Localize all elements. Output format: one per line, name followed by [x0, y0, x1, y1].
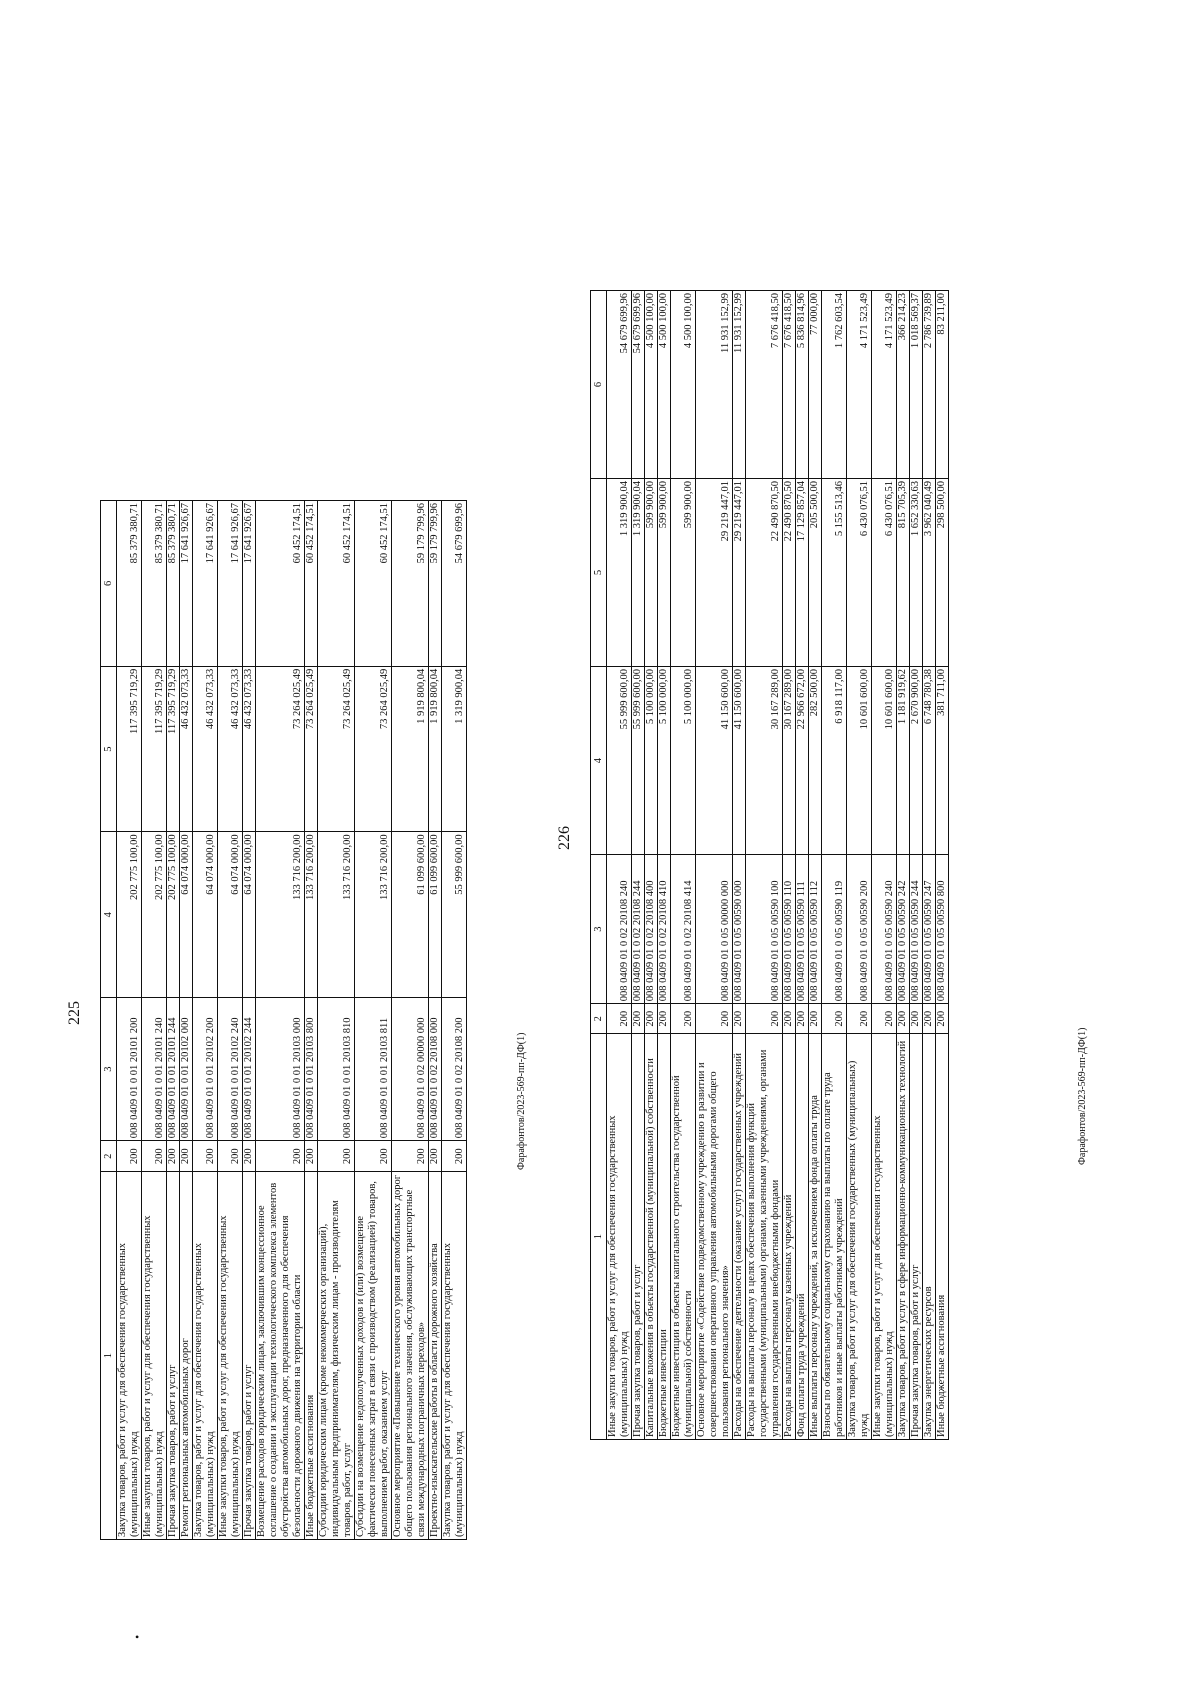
- row-code-col2: 200: [809, 1004, 822, 1034]
- row-budget-code: 008 0409 01 0 05 00590 247: [923, 855, 936, 1004]
- page-226: [556, 290, 1060, 1440]
- table-row: [671, 291, 696, 1440]
- table-row: [305, 501, 318, 1540]
- row-budget-code: 008 0409 01 0 05 00590 800: [936, 855, 949, 1004]
- row-value-col6: 54 679 699,96: [607, 291, 632, 479]
- budget-table: [100, 500, 467, 1540]
- row-value-col4: 61 099 600,00: [429, 832, 442, 998]
- table-row: [897, 291, 910, 1440]
- row-code-col2: 200: [318, 1141, 355, 1172]
- row-code-col2: 200: [872, 1004, 897, 1034]
- table-row: [256, 501, 305, 1540]
- row-description: Иные бюджетные ассигнования: [936, 1034, 949, 1440]
- row-value-col6: 85 379 380,71: [142, 501, 167, 667]
- row-code-col2: 200: [243, 1141, 256, 1172]
- row-description: Расходы на выплаты персоналу в целях обеспечения выполнения функций государственными (муниципальными) органами, казенными учреждениями, органами управления государственными внебюджетными фондами: [746, 1034, 783, 1440]
- row-description: Основное мероприятие «Содействие подведомственному учреждению в развитии и совершенствовании оперативного управления автомобильными дорогами общего пользования регионального значения»: [696, 1034, 733, 1440]
- row-value-col6: 4 171 523,49: [847, 291, 872, 479]
- row-code-col2: 200: [796, 1004, 809, 1034]
- row-value-col6: 83 211,00: [936, 291, 949, 479]
- row-value-col5: 22 490 870,50: [783, 479, 796, 667]
- row-budget-code: 008 0409 01 0 02 20108 244: [632, 855, 645, 1004]
- table-row: [809, 291, 822, 1440]
- table-row: [822, 291, 847, 1440]
- row-value-col4: 41 150 600,00: [733, 667, 746, 855]
- row-value-col5: 3 962 040,49: [923, 479, 936, 667]
- table-row: [696, 291, 733, 1440]
- row-code-col2: 200: [897, 1004, 910, 1034]
- row-budget-code: 008 0409 01 0 01 20103 000: [256, 998, 305, 1141]
- row-value-col4: 10 601 600,00: [872, 667, 897, 855]
- row-description: Субсидии на возмещение недополученных доходов и (или) возмещение фактически понесенных затрат в связи с производством (реализацией) товаров, выполнением работ, оказанием услуг: [355, 1172, 392, 1540]
- row-value-col6: 59 179 799,96: [429, 501, 442, 667]
- row-value-col6: 59 179 799,96: [392, 501, 429, 667]
- row-value-col5: 73 264 025,49: [256, 666, 305, 832]
- row-budget-code: 008 0409 01 0 05 00590 112: [809, 855, 822, 1004]
- table-row: [193, 501, 218, 1540]
- row-value-col5: 73 264 025,49: [355, 666, 392, 832]
- row-budget-code: 008 0409 01 0 01 20102 244: [243, 998, 256, 1141]
- header-row: [101, 501, 117, 1540]
- row-code-col2: 200: [671, 1004, 696, 1034]
- row-value-col4: 133 716 200,00: [305, 832, 318, 998]
- row-description: Взносы по обязательному социальному страхованию на выплаты по оплате труда работников и иные выплаты работникам учреждений: [822, 1034, 847, 1440]
- row-description: Закупка энергетических ресурсов: [923, 1034, 936, 1440]
- row-value-col6: 1 018 569,37: [910, 291, 923, 479]
- row-value-col5: 205 500,00: [809, 479, 822, 667]
- row-value-col5: 1 919 800,04: [392, 666, 429, 832]
- page-225: [66, 500, 500, 1540]
- row-value-col5: 117 395 719,29: [142, 666, 167, 832]
- row-code-col2: 200: [442, 1141, 467, 1172]
- table-row: [658, 291, 671, 1440]
- row-value-col5: 298 500,00: [936, 479, 949, 667]
- row-value-col4: 282 500,00: [809, 667, 822, 855]
- table-row: [142, 501, 167, 1540]
- row-value-col6: 11 931 152,99: [696, 291, 733, 479]
- row-value-col5: 815 705,39: [897, 479, 910, 667]
- row-description: Фонд оплаты труда учреждений: [796, 1034, 809, 1440]
- row-description: Прочая закупка товаров, работ и услуг: [167, 1172, 180, 1540]
- row-value-col6: 60 452 174,51: [305, 501, 318, 667]
- row-value-col6: 60 452 174,51: [355, 501, 392, 667]
- row-budget-code: 008 0409 01 0 05 00590 110: [783, 855, 796, 1004]
- row-value-col6: 54 679 699,96: [632, 291, 645, 479]
- row-value-col4: 202 775 100,00: [117, 832, 142, 998]
- row-budget-code: 008 0409 01 0 05 00590 242: [897, 855, 910, 1004]
- row-value-col4: 133 716 200,00: [256, 832, 305, 998]
- row-description: Проектно-изыскательские работы в области дорожного хозяйства: [429, 1172, 442, 1540]
- row-value-col4: 55 999 600,00: [442, 832, 467, 998]
- table-row: [442, 501, 467, 1540]
- row-budget-code: 008 0409 01 0 01 20103 811: [355, 998, 392, 1141]
- row-budget-code: 008 0409 01 0 01 20102 000: [180, 998, 193, 1141]
- row-value-col6: 2 786 739,89: [923, 291, 936, 479]
- row-value-col6: 17 641 926,67: [218, 501, 243, 667]
- row-value-col5: 5 155 513,46: [822, 479, 847, 667]
- table-row: [923, 291, 936, 1440]
- row-budget-code: 008 0409 01 0 02 20108 410: [658, 855, 671, 1004]
- row-value-col4: 61 099 600,00: [392, 832, 429, 998]
- row-code-col2: 200: [632, 1004, 645, 1034]
- row-value-col5: 599 900,00: [645, 479, 658, 667]
- row-value-col6: 5 836 814,96: [796, 291, 809, 479]
- row-code-col2: 200: [256, 1141, 305, 1172]
- row-budget-code: 008 0409 01 0 05 00590 119: [822, 855, 847, 1004]
- row-budget-code: 008 0409 01 0 02 00000 000: [392, 998, 429, 1141]
- row-budget-code: 008 0409 01 0 02 20108 000: [429, 998, 442, 1141]
- row-value-col5: 1 919 800,04: [429, 666, 442, 832]
- row-code-col2: 200: [733, 1004, 746, 1034]
- row-code-col2: 200: [746, 1004, 783, 1034]
- row-value-col5: 599 900,00: [671, 479, 696, 667]
- table-row: [872, 291, 897, 1440]
- row-value-col4: 2 670 900,00: [910, 667, 923, 855]
- row-value-col6: 4 500 100,00: [658, 291, 671, 479]
- row-description: Прочая закупка товаров, работ и услуг: [243, 1172, 256, 1540]
- col-header-1: 1: [101, 1172, 117, 1540]
- row-value-col4: 5 100 000,00: [658, 667, 671, 855]
- row-description: Иные закупки товаров, работ и услуг для обеспечения государственных (муниципальных) нужд: [218, 1172, 243, 1540]
- col-header-4: 4: [101, 832, 117, 998]
- row-description: Расходы на обеспечение деятельности (оказание услуг) государственных учреждений: [733, 1034, 746, 1440]
- col-header-5: 5: [591, 479, 607, 667]
- row-code-col2: 200: [305, 1141, 318, 1172]
- col-header-5: 5: [101, 666, 117, 832]
- row-code-col2: 200: [936, 1004, 949, 1034]
- table-row: [117, 501, 142, 1540]
- row-code-col2: 200: [822, 1004, 847, 1034]
- row-code-col2: 200: [607, 1004, 632, 1034]
- row-value-col4: 30 167 289,00: [746, 667, 783, 855]
- row-value-col4: 202 775 100,00: [167, 832, 180, 998]
- row-code-col2: 200: [783, 1004, 796, 1034]
- table-row: [796, 291, 809, 1440]
- col-header-6: 6: [101, 501, 117, 667]
- table-row: [783, 291, 796, 1440]
- col-header-1: 1: [591, 1034, 607, 1440]
- table-row: [180, 501, 193, 1540]
- row-budget-code: 008 0409 01 0 05 00590 000: [733, 855, 746, 1004]
- row-value-col5: 599 900,00: [658, 479, 671, 667]
- row-value-col4: 6 748 780,38: [923, 667, 936, 855]
- table-row: [645, 291, 658, 1440]
- row-value-col6: 54 679 699,96: [442, 501, 467, 667]
- row-description: Иные закупки товаров, работ и услуг для обеспечения государственных (муниципальных) нужд: [607, 1034, 632, 1440]
- table-row: [392, 501, 429, 1540]
- row-code-col2: 200: [645, 1004, 658, 1034]
- table-row: [607, 291, 632, 1440]
- col-header-4: 4: [591, 667, 607, 855]
- row-value-col5: 73 264 025,49: [305, 666, 318, 832]
- row-value-col5: 46 432 073,33: [218, 666, 243, 832]
- row-description: Бюджетные инвестиции: [658, 1034, 671, 1440]
- row-value-col6: 11 931 152,99: [733, 291, 746, 479]
- row-description: Возмещение расходов юридическим лицам, заключившим концессионное соглашение о создании и эксплуатации технологического комплекса элементов обустройства автомобильных дорог, предназначенного для обеспечения безопасности дорожного движения на территории области: [256, 1172, 305, 1540]
- row-budget-code: 008 0409 01 0 01 20103 810: [318, 998, 355, 1141]
- table-row: [733, 291, 746, 1440]
- row-value-col5: 117 395 719,29: [167, 666, 180, 832]
- row-code-col2: 200: [167, 1141, 180, 1172]
- row-code-col2: 200: [142, 1141, 167, 1172]
- row-budget-code: 008 0409 01 0 01 20103 800: [305, 998, 318, 1141]
- row-value-col4: 41 150 600,00: [696, 667, 733, 855]
- row-budget-code: 008 0409 01 0 05 00590 200: [847, 855, 872, 1004]
- row-budget-code: 008 0409 01 0 02 20108 414: [671, 855, 696, 1004]
- row-description: Бюджетные инвестиции в объекты капитального строительства государственной (муниципальной) собственности: [671, 1034, 696, 1440]
- row-budget-code: 008 0409 01 0 01 20102 200: [193, 998, 218, 1141]
- row-value-col4: 381 711,00: [936, 667, 949, 855]
- row-description: Иные закупки товаров, работ и услуг для обеспечения государственных (муниципальных) нужд: [142, 1172, 167, 1540]
- document-footer: Фарафонтов/2023-569-пп-ДФ(1): [516, 1032, 527, 1170]
- row-description: Иные бюджетные ассигнования: [305, 1172, 318, 1540]
- row-value-col4: 5 100 000,00: [645, 667, 658, 855]
- table-row: [243, 501, 256, 1540]
- table-row: [318, 501, 355, 1540]
- row-value-col4: 55 999 600,00: [632, 667, 645, 855]
- row-value-col6: 1 762 603,54: [822, 291, 847, 479]
- row-description: Закупка товаров, работ и услуг в сфере информационно-коммуникационных технологий: [897, 1034, 910, 1440]
- margin-dot: •: [135, 1630, 140, 1644]
- row-value-col6: 17 641 926,67: [180, 501, 193, 667]
- table-row: [218, 501, 243, 1540]
- row-code-col2: 200: [658, 1004, 671, 1034]
- row-value-col6: 60 452 174,51: [256, 501, 305, 667]
- row-description: Закупка товаров, работ и услуг для обеспечения государственных (муниципальных) нужд: [193, 1172, 218, 1540]
- row-value-col6: 77 000,00: [809, 291, 822, 479]
- row-value-col6: 4 500 100,00: [645, 291, 658, 479]
- row-budget-code: 008 0409 01 0 01 20101 244: [167, 998, 180, 1141]
- row-value-col5: 17 129 857,04: [796, 479, 809, 667]
- row-value-col6: 17 641 926,67: [243, 501, 256, 667]
- row-code-col2: 200: [355, 1141, 392, 1172]
- row-code-col2: 200: [180, 1141, 193, 1172]
- row-description: Закупка товаров, работ и услуг для обеспечения государственных (муниципальных) нужд: [847, 1034, 872, 1440]
- table-row: [355, 501, 392, 1540]
- row-value-col5: 46 432 073,33: [243, 666, 256, 832]
- row-value-col5: 1 319 900,04: [632, 479, 645, 667]
- row-value-col4: 22 966 672,00: [796, 667, 809, 855]
- col-header-2: 2: [591, 1004, 607, 1034]
- page-number: 225: [66, 1001, 83, 1025]
- row-value-col5: 6 430 076,51: [872, 479, 897, 667]
- table-row: [632, 291, 645, 1440]
- row-value-col4: 10 601 600,00: [847, 667, 872, 855]
- row-budget-code: 008 0409 01 0 02 20108 240: [607, 855, 632, 1004]
- row-value-col6: 4 171 523,49: [872, 291, 897, 479]
- row-value-col6: 85 379 380,71: [117, 501, 142, 667]
- row-description: Закупка товаров, работ и услуг для обеспечения государственных (муниципальных) нужд: [442, 1172, 467, 1540]
- row-code-col2: 200: [117, 1141, 142, 1172]
- row-budget-code: 008 0409 01 0 05 00000 000: [696, 855, 733, 1004]
- row-value-col4: 30 167 289,00: [783, 667, 796, 855]
- row-code-col2: 200: [696, 1004, 733, 1034]
- table-row: [936, 291, 949, 1440]
- table-row: [847, 291, 872, 1440]
- row-budget-code: 008 0409 01 0 02 20108 200: [442, 998, 467, 1141]
- row-budget-code: 008 0409 01 0 05 00590 240: [872, 855, 897, 1004]
- col-header-2: 2: [101, 1141, 117, 1172]
- document-footer: Фарафонтов/2023-569-пп-ДФ(1): [1077, 1027, 1088, 1165]
- row-value-col6: 366 214,23: [897, 291, 910, 479]
- row-budget-code: 008 0409 01 0 02 20108 400: [645, 855, 658, 1004]
- row-code-col2: 200: [193, 1141, 218, 1172]
- budget-table: [590, 290, 949, 1440]
- row-description: Капитальные вложения в объекты государственной (муниципальной) собственности: [645, 1034, 658, 1440]
- row-value-col4: 55 999 600,00: [607, 667, 632, 855]
- row-value-col5: 29 219 447,01: [733, 479, 746, 667]
- table-body: [117, 501, 467, 1540]
- table-row: [910, 291, 923, 1440]
- row-code-col2: 200: [923, 1004, 936, 1034]
- row-value-col4: 5 100 000,00: [671, 667, 696, 855]
- table-row: [429, 501, 442, 1540]
- row-description: Основное мероприятие «Повышение технического уровня автомобильных дорог общего пользования регионального значения, обслуживающих транспортные связи международных пограничных переходов»: [392, 1172, 429, 1540]
- row-description: Расходы на выплаты персоналу казенных учреждений: [783, 1034, 796, 1440]
- row-code-col2: 200: [392, 1141, 429, 1172]
- row-value-col4: 64 074 000,00: [243, 832, 256, 998]
- row-value-col6: 7 676 418,50: [746, 291, 783, 479]
- row-description: Иные закупки товаров, работ и услуг для обеспечения государственных (муниципальных) нужд: [872, 1034, 897, 1440]
- row-budget-code: 008 0409 01 0 05 00590 100: [746, 855, 783, 1004]
- header-row: [591, 291, 607, 1440]
- row-code-col2: 200: [910, 1004, 923, 1034]
- row-code-col2: 200: [429, 1141, 442, 1172]
- col-header-3: 3: [101, 998, 117, 1141]
- table-body: [607, 291, 949, 1440]
- row-description: Закупка товаров, работ и услуг для обеспечения государственных (муниципальных) нужд: [117, 1172, 142, 1540]
- row-description: Ремонт региональных автомобильных дорог: [180, 1172, 193, 1540]
- row-value-col5: 73 264 025,49: [318, 666, 355, 832]
- col-header-6: 6: [591, 291, 607, 479]
- col-header-3: 3: [591, 855, 607, 1004]
- table-row: [746, 291, 783, 1440]
- row-value-col4: 64 074 000,00: [180, 832, 193, 998]
- row-value-col4: 6 918 117,00: [822, 667, 847, 855]
- row-value-col4: 64 074 000,00: [218, 832, 243, 998]
- row-value-col4: 64 074 000,00: [193, 832, 218, 998]
- row-value-col5: 46 432 073,33: [180, 666, 193, 832]
- row-description: Иные выплаты персоналу учреждений, за исключением фонда оплаты труда: [809, 1034, 822, 1440]
- page-number: 226: [556, 826, 573, 850]
- row-value-col5: 1 319 900,04: [442, 666, 467, 832]
- row-value-col4: 133 716 200,00: [355, 832, 392, 998]
- row-code-col2: 200: [847, 1004, 872, 1034]
- row-value-col4: 1 181 919,62: [897, 667, 910, 855]
- row-code-col2: 200: [218, 1141, 243, 1172]
- row-description: Прочая закупка товаров, работ и услуг: [632, 1034, 645, 1440]
- row-description: Субсидии юридическим лицам (кроме некоммерческих организаций), индивидуальным предпринимателям, физическим лицам - производителям товаров, работ, услуг: [318, 1172, 355, 1540]
- row-budget-code: 008 0409 01 0 01 20101 240: [142, 998, 167, 1141]
- row-value-col4: 133 716 200,00: [318, 832, 355, 998]
- row-budget-code: 008 0409 01 0 05 00590 111: [796, 855, 809, 1004]
- row-value-col5: 1 652 330,63: [910, 479, 923, 667]
- row-value-col6: 7 676 418,50: [783, 291, 796, 479]
- row-value-col5: 29 219 447,01: [696, 479, 733, 667]
- table-row: [167, 501, 180, 1540]
- row-value-col5: 22 490 870,50: [746, 479, 783, 667]
- row-value-col5: 6 430 076,51: [847, 479, 872, 667]
- row-value-col6: 4 500 100,00: [671, 291, 696, 479]
- row-value-col6: 17 641 926,67: [193, 501, 218, 667]
- row-value-col5: 46 432 073,33: [193, 666, 218, 832]
- row-value-col5: 1 319 900,04: [607, 479, 632, 667]
- row-budget-code: 008 0409 01 0 01 20101 200: [117, 998, 142, 1141]
- row-description: Прочая закупка товаров, работ и услуг: [910, 1034, 923, 1440]
- row-value-col4: 202 775 100,00: [142, 832, 167, 998]
- row-value-col6: 60 452 174,51: [318, 501, 355, 667]
- row-value-col6: 85 379 380,71: [167, 501, 180, 667]
- row-budget-code: 008 0409 01 0 01 20102 240: [218, 998, 243, 1141]
- row-budget-code: 008 0409 01 0 05 00590 244: [910, 855, 923, 1004]
- row-value-col5: 117 395 719,29: [117, 666, 142, 832]
